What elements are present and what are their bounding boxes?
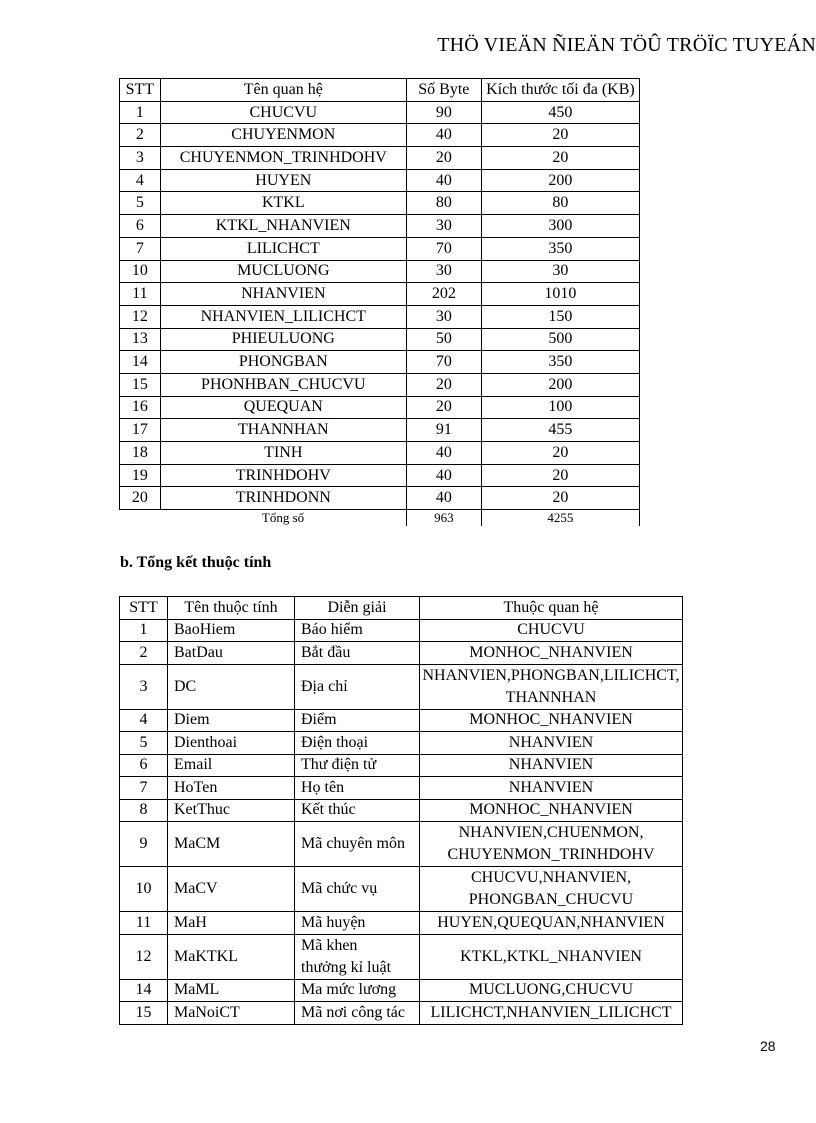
description-line: thưởng kỉ luật — [301, 958, 392, 976]
relation-name-cell: TRINHDOHV — [160, 464, 406, 487]
total-label: Tổng số — [261, 510, 305, 526]
bytes-cell: 40 — [406, 124, 481, 147]
description-cell — [295, 664, 420, 709]
table-row — [120, 709, 683, 732]
description-line: Điện thoại — [301, 733, 369, 751]
section-b-heading: b. Tổng kết thuộc tính — [120, 554, 272, 571]
max-size-cell: 350 — [481, 237, 639, 260]
stt-cell: 12 — [120, 934, 168, 979]
stt-cell: 10 — [120, 260, 161, 283]
description-cell — [295, 799, 420, 822]
relation-cell — [420, 867, 683, 912]
attribute-name-cell: MaML — [168, 979, 295, 1002]
attribute-name-cell: HoTen — [168, 777, 295, 800]
stt-cell: 14 — [120, 979, 168, 1002]
stt-cell: 13 — [120, 328, 161, 351]
stt-cell: 9 — [120, 822, 168, 867]
bytes-cell: 40 — [406, 169, 481, 192]
description-cell — [295, 732, 420, 755]
table-row — [120, 169, 640, 192]
relation-name-cell: CHUYENMON — [160, 124, 406, 147]
relation-name-cell: TINH — [160, 442, 406, 465]
table-row — [120, 822, 683, 867]
relation-name-cell: PHIEULUONG — [160, 328, 406, 351]
bytes-cell: 20 — [406, 373, 481, 396]
attribute-name-cell: Diem — [168, 709, 295, 732]
description-cell — [295, 1002, 420, 1025]
max-size-cell: 200 — [481, 373, 639, 396]
relation-line: PHONGBAN_CHUCVU — [468, 891, 634, 908]
col-header-stt: STT — [120, 597, 168, 620]
relation-line: NHANVIEN — [508, 733, 594, 751]
max-size-cell: 20 — [481, 147, 639, 170]
relation-line: CHUCVU,NHANVIEN, — [471, 869, 631, 886]
description-cell — [295, 642, 420, 665]
description-line: Mã huyện — [301, 913, 366, 931]
table-row — [120, 442, 640, 465]
relation-line: NHANVIEN,CHUENMON, — [458, 824, 644, 841]
bytes-cell: 20 — [406, 147, 481, 170]
max-size-cell: 200 — [481, 169, 639, 192]
relation-line: MONHOC_NHANVIEN — [469, 643, 633, 661]
description-line: Kết thúc — [301, 801, 356, 819]
table-row — [120, 934, 683, 979]
page-number: 28 — [760, 1038, 776, 1054]
description-line: Mã chuyên môn — [301, 835, 405, 852]
relation-cell — [420, 934, 683, 979]
stt-cell: 19 — [120, 464, 161, 487]
description-cell — [295, 934, 420, 979]
max-size-cell: 350 — [481, 351, 639, 374]
stt-cell: 5 — [120, 732, 168, 755]
stt-cell: 16 — [120, 396, 161, 419]
stt-cell: 7 — [120, 237, 161, 260]
description-cell — [295, 867, 420, 912]
table-row — [120, 396, 640, 419]
max-size-cell: 30 — [481, 260, 639, 283]
relation-line: MUCLUONG,CHUCVU — [468, 981, 633, 999]
stt-cell: 6 — [120, 215, 161, 238]
relation-cell — [420, 912, 683, 935]
stt-cell: 3 — [120, 147, 161, 170]
description-cell — [295, 822, 420, 867]
attribute-name-cell: BatDau — [168, 642, 295, 665]
table-row — [120, 351, 640, 374]
description-line: Ma mức lương — [301, 981, 397, 999]
bytes-cell: 20 — [406, 396, 481, 419]
relation-name-cell: NHANVIEN — [160, 283, 406, 306]
table-row — [120, 664, 683, 709]
stt-cell: 15 — [120, 1002, 168, 1025]
table-row — [120, 237, 640, 260]
stt-cell: 1 — [120, 101, 161, 124]
relation-cell — [420, 822, 683, 867]
relation-name-cell: THANNHAN — [160, 419, 406, 442]
relation-line: MONHOC_NHANVIEN — [469, 801, 633, 819]
max-size-cell: 500 — [481, 328, 639, 351]
description-line: Điểm — [301, 711, 337, 729]
max-size-cell: 20 — [481, 487, 639, 510]
table-row — [120, 979, 683, 1002]
relation-line: THANNHAN — [505, 688, 597, 706]
table-row — [120, 777, 683, 800]
description-cell — [295, 754, 420, 777]
relation-cell — [420, 1002, 683, 1025]
relation-cell — [420, 979, 683, 1002]
attribute-name-cell: Dienthoai — [168, 732, 295, 755]
relation-cell — [420, 732, 683, 755]
relation-name-cell: TRINHDONN — [160, 487, 406, 510]
relation-line: NHANVIEN — [508, 778, 594, 796]
stt-cell: 12 — [120, 305, 161, 328]
attribute-name-cell: KetThuc — [168, 799, 295, 822]
table-row — [120, 732, 683, 755]
max-size-cell: 100 — [481, 396, 639, 419]
stt-cell: 4 — [120, 169, 161, 192]
relation-line: HUYEN,QUEQUAN,NHANVIEN — [437, 913, 665, 931]
relation-name-cell: KTKL — [160, 192, 406, 215]
relation-cell — [420, 709, 683, 732]
table-row — [120, 147, 640, 170]
bytes-cell: 50 — [406, 328, 481, 351]
description-line: Địa chỉ — [301, 677, 348, 695]
stt-cell: 8 — [120, 799, 168, 822]
description-cell — [295, 979, 420, 1002]
col-header-max-size: Kích thước tối đa (KB) — [481, 79, 639, 102]
max-size-cell: 455 — [481, 419, 639, 442]
table-header-row — [120, 79, 640, 102]
relation-name-cell: MUCLUONG — [160, 260, 406, 283]
table-row — [120, 260, 640, 283]
table-row — [120, 642, 683, 665]
relation-line: CHUCVU — [517, 621, 585, 639]
max-size-cell: 150 — [481, 305, 639, 328]
total-row — [120, 510, 640, 527]
max-size-cell: 20 — [481, 464, 639, 487]
table-row — [120, 912, 683, 935]
col-header-stt: STT — [120, 79, 161, 102]
description-line: Thư điện tử — [301, 756, 377, 774]
table-row — [120, 799, 683, 822]
stt-cell: 20 — [120, 487, 161, 510]
stt-cell: 11 — [120, 912, 168, 935]
relation-cell — [420, 777, 683, 800]
stt-cell: 6 — [120, 754, 168, 777]
relations-size-table — [119, 78, 640, 526]
bytes-cell: 70 — [406, 237, 481, 260]
bytes-cell: 40 — [406, 464, 481, 487]
table-row — [120, 101, 640, 124]
total-blank-cell — [120, 510, 161, 527]
header-title: THÖ VIEÄN ÑIEÄN TÖÛ TRÖÏC TUYEÁN — [437, 34, 816, 56]
relations-table-body — [120, 101, 640, 509]
bytes-cell: 30 — [406, 260, 481, 283]
attribute-name-cell: MaH — [168, 912, 295, 935]
stt-cell: 7 — [120, 777, 168, 800]
stt-cell: 2 — [120, 642, 168, 665]
description-cell — [295, 777, 420, 800]
col-header-bytes: Số Byte — [406, 79, 481, 102]
attribute-name-cell: MaCV — [168, 867, 295, 912]
relation-name-cell: CHUYENMON_TRINHDOHV — [160, 147, 406, 170]
relation-name-cell: PHONHBAN_CHUCVU — [160, 373, 406, 396]
relation-name-cell: PHONGBAN — [160, 351, 406, 374]
table-row — [120, 124, 640, 147]
table-row — [120, 754, 683, 777]
col-header-relation-name: Tên quan hệ — [160, 79, 406, 102]
max-size-cell: 300 — [481, 215, 639, 238]
bytes-cell: 90 — [406, 101, 481, 124]
stt-cell: 11 — [120, 283, 161, 306]
relation-line: CHUYENMON_TRINHDOHV — [447, 846, 655, 863]
stt-cell: 4 — [120, 709, 168, 732]
stt-cell: 5 — [120, 192, 161, 215]
relation-name-cell: HUYEN — [160, 169, 406, 192]
bytes-cell: 91 — [406, 419, 481, 442]
relation-line: KTKL,KTKL_NHANVIEN — [460, 947, 642, 965]
bytes-cell: 30 — [406, 215, 481, 238]
bytes-cell: 40 — [406, 442, 481, 465]
stt-cell: 15 — [120, 373, 161, 396]
attribute-name-cell: MaKTKL — [168, 934, 295, 979]
total-size: 4255 — [481, 510, 639, 527]
table-header-row — [120, 597, 683, 620]
description-cell — [295, 912, 420, 935]
table-row — [120, 215, 640, 238]
max-size-cell: 20 — [481, 124, 639, 147]
attribute-name-cell: MaNoiCT — [168, 1002, 295, 1025]
stt-cell: 1 — [120, 619, 168, 642]
table-row — [120, 1002, 683, 1025]
table-row — [120, 619, 683, 642]
max-size-cell: 450 — [481, 101, 639, 124]
description-cell — [295, 619, 420, 642]
relation-cell — [420, 642, 683, 665]
table-row — [120, 373, 640, 396]
description-line: Bắt đầu — [301, 643, 351, 661]
table-row — [120, 419, 640, 442]
relation-line: LILICHCT,NHANVIEN_LILICHCT — [430, 1003, 672, 1021]
relation-name-cell: QUEQUAN — [160, 396, 406, 419]
description-line: Họ tên — [301, 778, 345, 796]
attribute-name-cell: Email — [168, 754, 295, 777]
description-line: Mã khen — [301, 936, 358, 954]
col-header-description: Diễn giải — [295, 597, 420, 620]
bytes-cell: 80 — [406, 192, 481, 215]
table-row — [120, 305, 640, 328]
stt-cell: 3 — [120, 664, 168, 709]
table-row — [120, 867, 683, 912]
table-row — [120, 487, 640, 510]
relation-cell — [420, 799, 683, 822]
relation-cell — [420, 754, 683, 777]
table-row — [120, 192, 640, 215]
description-line: Mã nơi công tác — [301, 1003, 405, 1021]
relation-line: NHANVIEN,PHONGBAN,LILICHCT, — [422, 666, 680, 684]
relation-name-cell: CHUCVU — [160, 101, 406, 124]
relation-name-cell: NHANVIEN_LILICHCT — [160, 305, 406, 328]
table-row — [120, 464, 640, 487]
col-header-relation: Thuộc quan hệ — [420, 597, 683, 620]
max-size-cell: 20 — [481, 442, 639, 465]
col-header-attribute-name: Tên thuộc tính — [168, 597, 295, 620]
bytes-cell: 70 — [406, 351, 481, 374]
description-line: Báo hiểm — [301, 621, 363, 639]
relation-cell — [420, 619, 683, 642]
stt-cell: 17 — [120, 419, 161, 442]
relation-line: NHANVIEN — [508, 756, 594, 774]
description-line: Mã chức vụ — [301, 880, 378, 897]
attribute-name-cell: DC — [168, 664, 295, 709]
stt-cell: 14 — [120, 351, 161, 374]
total-bytes: 963 — [406, 510, 481, 527]
stt-cell: 10 — [120, 867, 168, 912]
relation-name-cell: LILICHCT — [160, 237, 406, 260]
max-size-cell: 80 — [481, 192, 639, 215]
attributes-table — [119, 596, 683, 1025]
attribute-name-cell: MaCM — [168, 822, 295, 867]
bytes-cell: 202 — [406, 283, 481, 306]
bytes-cell: 40 — [406, 487, 481, 510]
attributes-table-body — [120, 619, 683, 1024]
relation-line: MONHOC_NHANVIEN — [469, 711, 633, 729]
description-cell — [295, 709, 420, 732]
table-row — [120, 328, 640, 351]
relation-name-cell: KTKL_NHANVIEN — [160, 215, 406, 238]
max-size-cell: 1010 — [481, 283, 639, 306]
stt-cell: 2 — [120, 124, 161, 147]
attribute-name-cell: BaoHiem — [168, 619, 295, 642]
table-row — [120, 283, 640, 306]
stt-cell: 18 — [120, 442, 161, 465]
relation-cell — [420, 664, 683, 709]
bytes-cell: 30 — [406, 305, 481, 328]
